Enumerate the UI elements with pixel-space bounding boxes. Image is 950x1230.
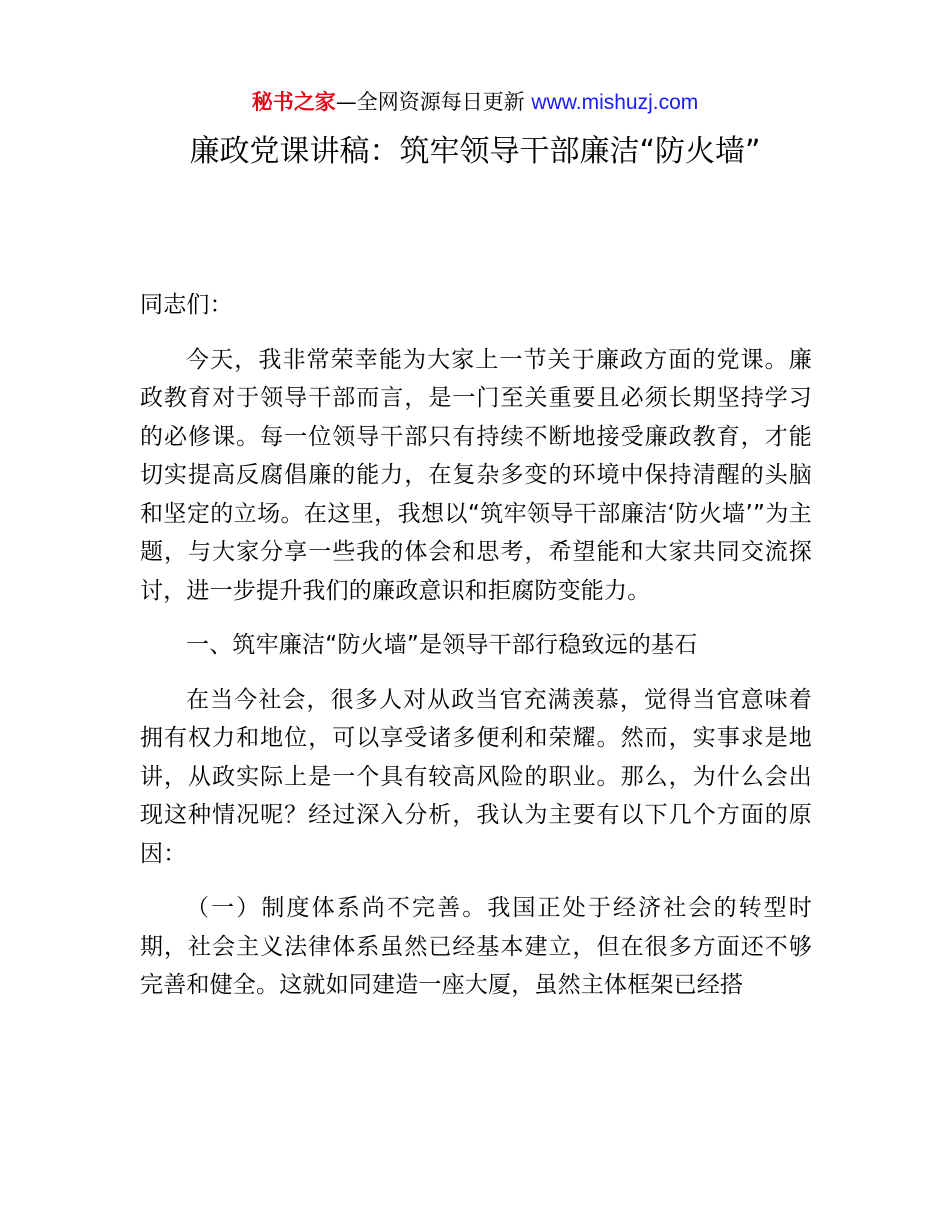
- document-title: 廉政党课讲稿：筑牢领导干部廉洁“防火墙”: [189, 134, 761, 169]
- section-heading: 一、筑牢廉洁“防火墙”是领导干部行稳致远的基石: [186, 632, 698, 658]
- site-url-link[interactable]: www.mishuzj.com: [531, 91, 699, 114]
- body-paragraph: 在当今社会，很多人对从政当官充满羡慕，觉得当官意味着拥有权力和地位，可以享受诸多便利和荣耀。然而，实事求是地讲，从政实际上是一个具有较高风险的职业。那么，为什么会出现这种情况呢？经过深入分析，我认为主要有以下几个方面的原因：: [140, 686, 812, 867]
- salutation: 同志们：: [140, 292, 233, 318]
- body-paragraph: 今天，我非常荣幸能为大家上一节关于廉政方面的党课。廉政教育对于领导干部而言，是一门至关重要且必须长期坚持学习的必修课。每一位领导干部只有持续不断地接受廉政教育，才能切实提高反腐倡廉的能力，在复杂多变的环境中保持清醒的头脑和坚定的立场。在这里，我想以“筑牢领导干部廉洁‘防火墙’”为主题，与大家分享一些我的体会和思考，希望能和大家共同交流探讨，进一步提升我们的廉政意识和拒腐防变能力。: [140, 346, 812, 604]
- site-brand: 秘书之家: [251, 90, 336, 114]
- site-tagline: —全网资源每日更新: [335, 90, 532, 114]
- body-paragraph: （一）制度体系尚不完善。我国正处于经济社会的转型时期，社会主义法律体系虽然已经基本建立，但在很多方面还不够完善和健全。这就如同建造一座大厦，虽然主体框架已经搭: [140, 895, 812, 998]
- site-header: [0, 88, 950, 117]
- document-body: [140, 286, 812, 1021]
